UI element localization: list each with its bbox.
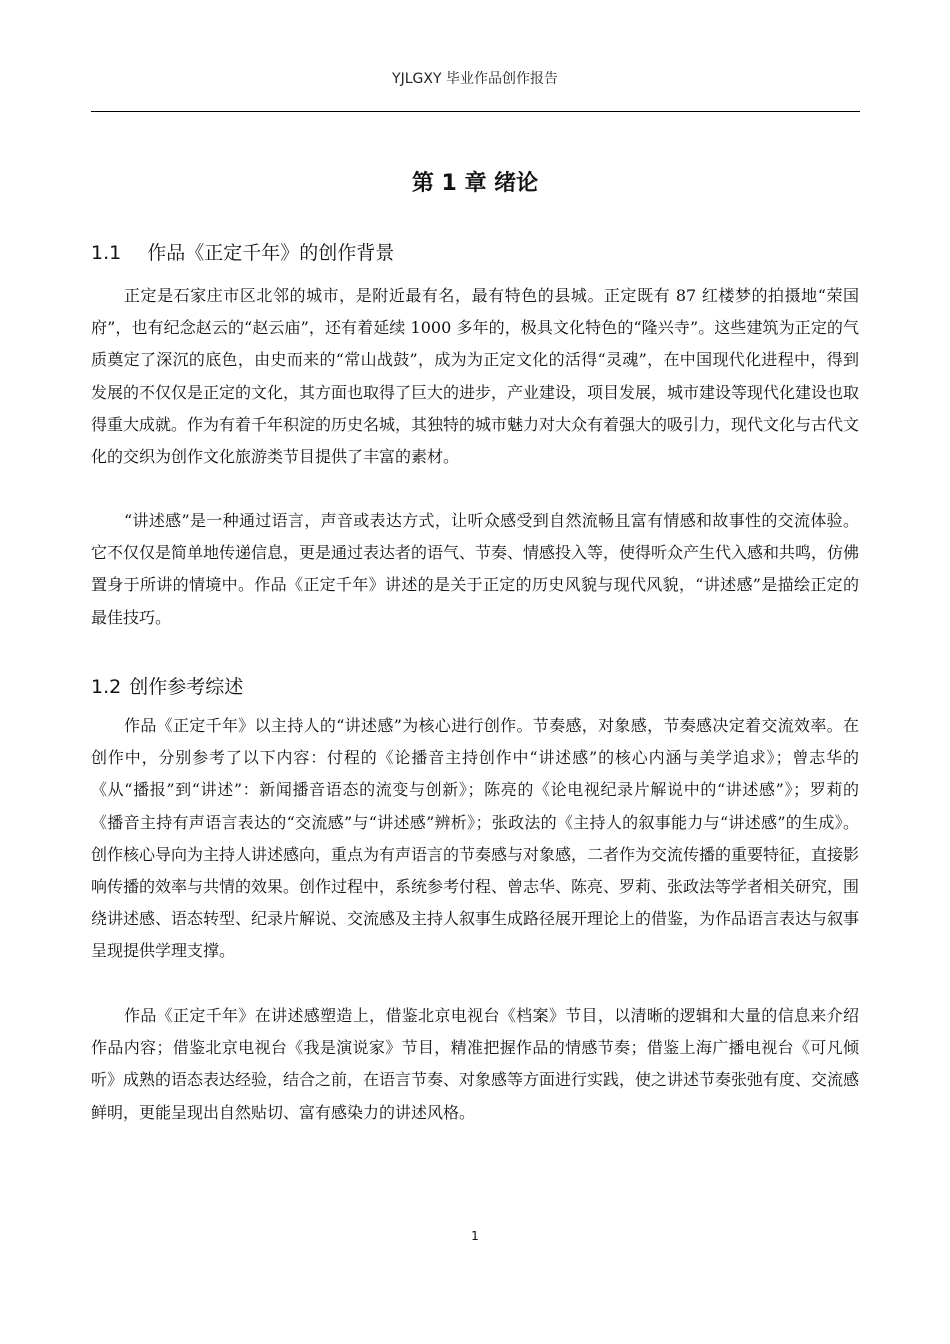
page-number: 1: [471, 1229, 479, 1243]
section-heading-1-2: [91, 672, 243, 699]
paragraph: 作品《正定千年》在讲述感塑造上，借鉴北京电视台《档案》节目，以清晰的逻辑和大量的信息来介绍作品内容；借鉴北京电视台《我是演说家》节目，精准把握作品的情感节奏；借鉴上海广播电视台《可凡倾听》成熟的语态表达经验，结合之前，在语言节奏、对象感等方面进行实践，使之讲述节奏张弛有度、交流感鲜明，更能呈现出自然贴切、富有感染力的讲述风格。: [91, 1006, 860, 1122]
paragraph: 作品《正定千年》以主持人的“讲述感”为核心进行创作。节奏感，对象感，节奏感决定着交流效率。在创作中，分别参考了以下内容：付程的《论播音主持创作中“讲述感”的核心内涵与美学追求》；曾志华的《从“播报”到“讲述”：新闻播音语态的流变与创新》；陈亮的《论电视纪录片解说中的“讲述感”》；罗莉的《播音主持有声语言表达的“交流感”与“讲述感”辨析》；张政法的《主持人的叙事能力与“讲述感”的生成》。创作核心导向为主持人讲述感向，重点为有声语言的节奏感与对象感，二者作为交流传播的重要特征，直接影响传播的效率与共情的效果。创作过程中，系统参考付程、曾志华、陈亮、罗莉、张政法等学者相关研究，围绕讲述感、语态转型、纪录片解说、交流感及主持人叙事生成路径展开理论上的借鉴，为作品语言表达与叙事呈现提供学理支撑。: [91, 716, 860, 961]
chapter-title: 第 1 章 绪论: [411, 171, 539, 196]
paragraph: “讲述感”是一种通过语言，声音或表达方式，让听众感受到自然流畅且富有情感和故事性的交流体验。它不仅仅是简单地传递信息，更是通过表达者的语气、节奏、情感投入等，使得听众产生代入感和共鸣，仿佛置身于所讲的情境中。作品《正定千年》讲述的是关于正定的历史风貌与现代风貌，“讲述感”是描绘正定的最佳技巧。: [91, 511, 860, 627]
section-title-text: 创作参考综述: [129, 676, 244, 698]
section-number: 1.2: [91, 676, 122, 698]
header-divider: [91, 111, 860, 112]
section-number: 1.1: [91, 242, 122, 264]
section-title-text: 作品《正定千年》的创作背景: [147, 242, 395, 264]
paragraph: 正定是石家庄市区北邻的城市，是附近最有名，最有特色的县城。正定既有 87 红楼梦的拍摄地“荣国府”，也有纪念赵云的“赵云庙”，还有着延续 1000 多年的，极具文化特色的“隆兴寺”。这些建筑为正定的气质奠定了深沉的底色，由史而来的“常山战鼓”，成为为正定文化的活得“灵魂”，在中国现代化进程中，得到发展的不仅仅是正定的文化，其方面也取得了巨大的进步，产业建设，项目发展，城市建设等现代化建设也取得重大成就。作为有着千年积淀的历史名城，其独特的城市魅力对大众有着强大的吸引力，现代文化与古代文化的交织为创作文化旅游类节目提供了丰富的素材。: [91, 286, 860, 467]
section-heading-1-1: [91, 238, 394, 265]
page-header: YJLGXY 毕业作品创作报告: [392, 71, 558, 87]
